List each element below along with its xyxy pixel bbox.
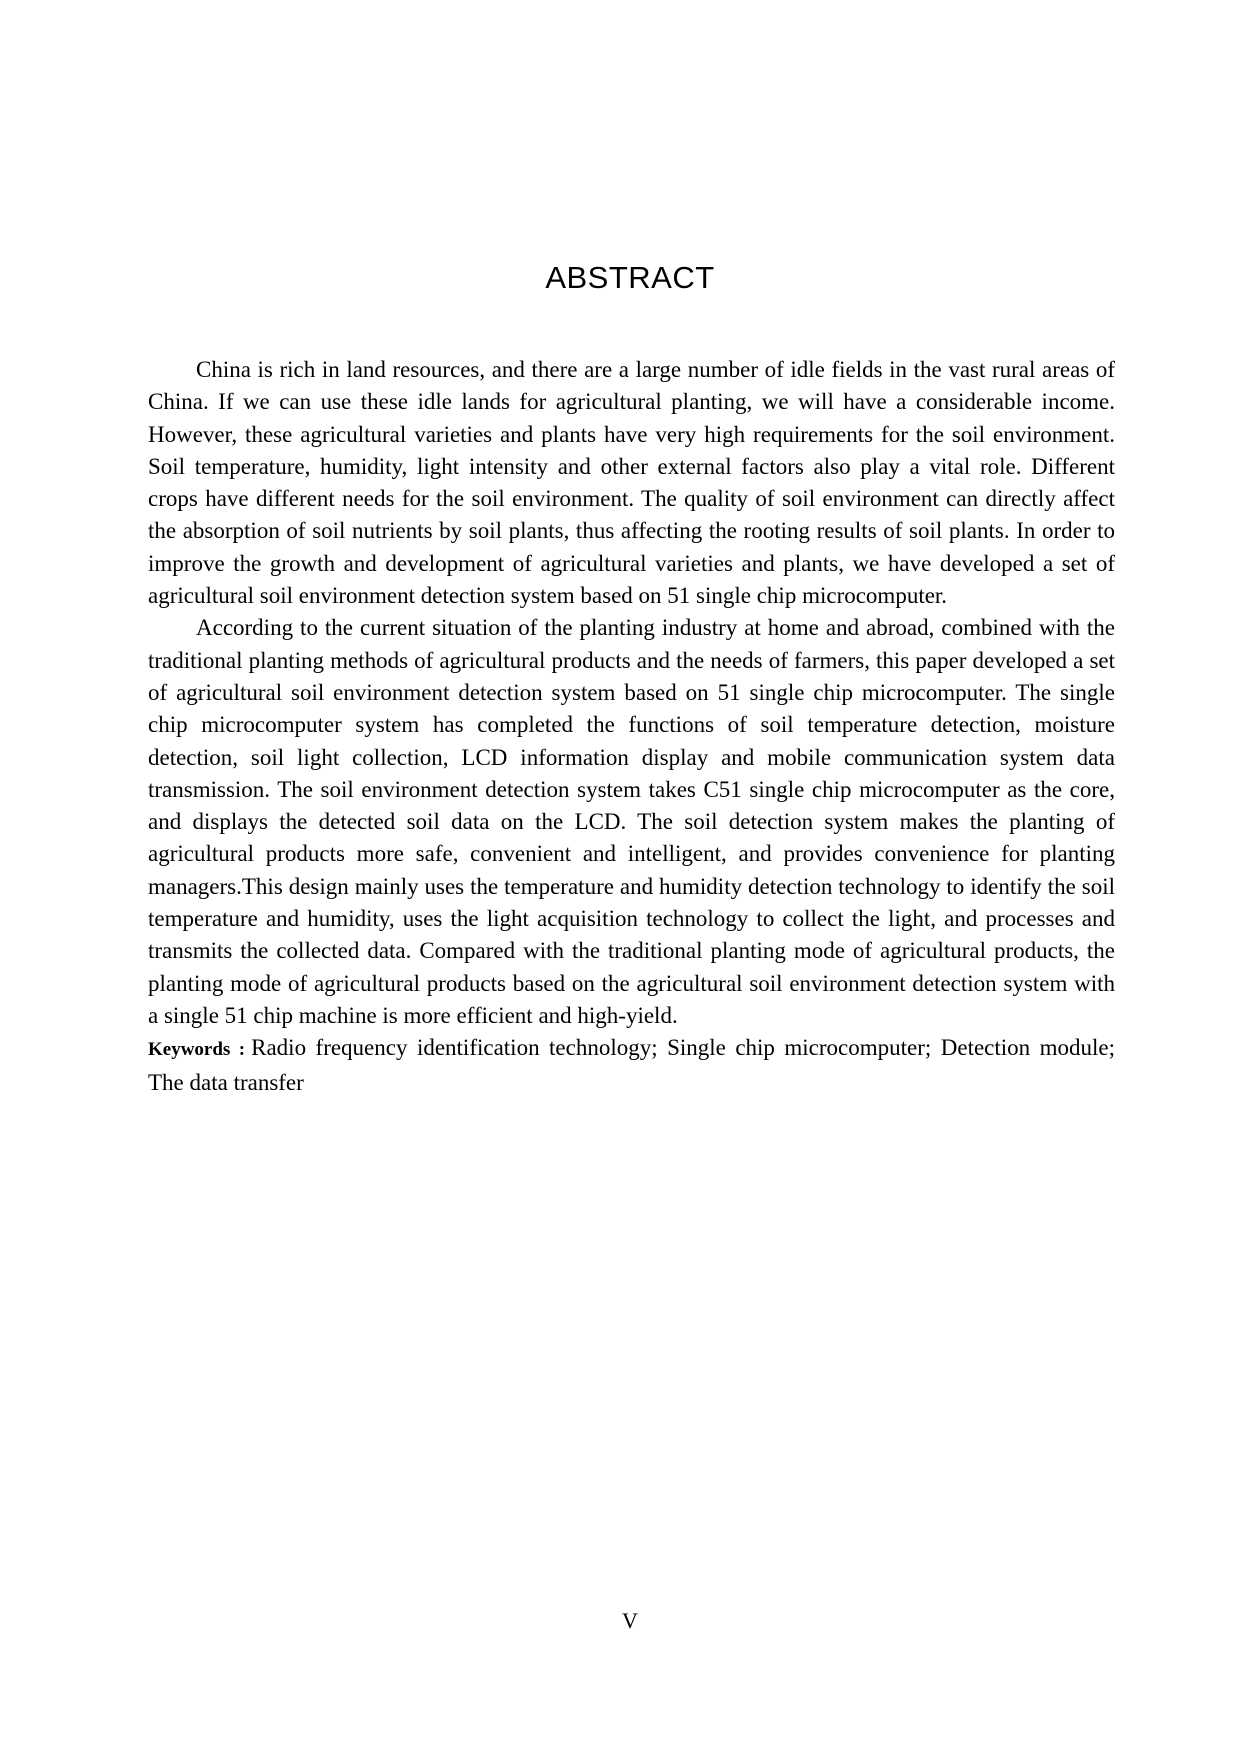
keywords-label: Keywords : bbox=[148, 1039, 246, 1061]
keywords-line bbox=[148, 1032, 1115, 1099]
keywords-text: Radio frequency identification technology; Single chip microcomputer; Detection module; The data transfer bbox=[148, 1035, 1116, 1095]
abstract-body bbox=[148, 354, 1115, 1099]
abstract-title: ABSTRACT bbox=[545, 260, 715, 295]
page-number: V bbox=[622, 1608, 638, 1633]
abstract-paragraph-1: China is rich in land resources, and there are a large number of idle fields in the vast rural areas of China. If we can use these idle lands for agricultural planting, we will have a considerable income. However, these agricultural varieties and plants have very high requirements for the soil environment. Soil temperature, humidity, light intensity and other external factors also play a vital role. Different crops have different needs for the soil environment. The quality of soil environment can directly affect the absorption of soil nutrients by soil plants, thus affecting the rooting results of soil plants. In order to improve the growth and development of agricultural varieties and plants, we have developed a set of agricultural soil environment detection system based on 51 single chip microcomputer. bbox=[148, 357, 1115, 609]
abstract-paragraph-2: According to the current situation of the planting industry at home and abroad, combined with the traditional planting methods of agricultural products and the needs of farmers, this paper developed a set of agricultural soil environment detection system based on 51 single chip microcomputer. The single chip microcomputer system has completed the functions of soil temperature detection, moisture detection, soil light collection, LCD information display and mobile communication system data transmission. The soil environment detection system takes C51 single chip microcomputer as the core, and displays the detected soil data on the LCD. The soil detection system makes the planting of agricultural products more safe, convenient and intelligent, and provides convenience for planting managers.This design mainly uses the temperature and humidity detection technology to identify the soil temperature and humidity, uses the light acquisition technology to collect the light, and processes and transmits the collected data. Compared with the traditional planting mode of agricultural products, the planting mode of agricultural products based on the agricultural soil environment detection system with a single 51 chip machine is more efficient and high-yield. bbox=[148, 615, 1115, 1028]
